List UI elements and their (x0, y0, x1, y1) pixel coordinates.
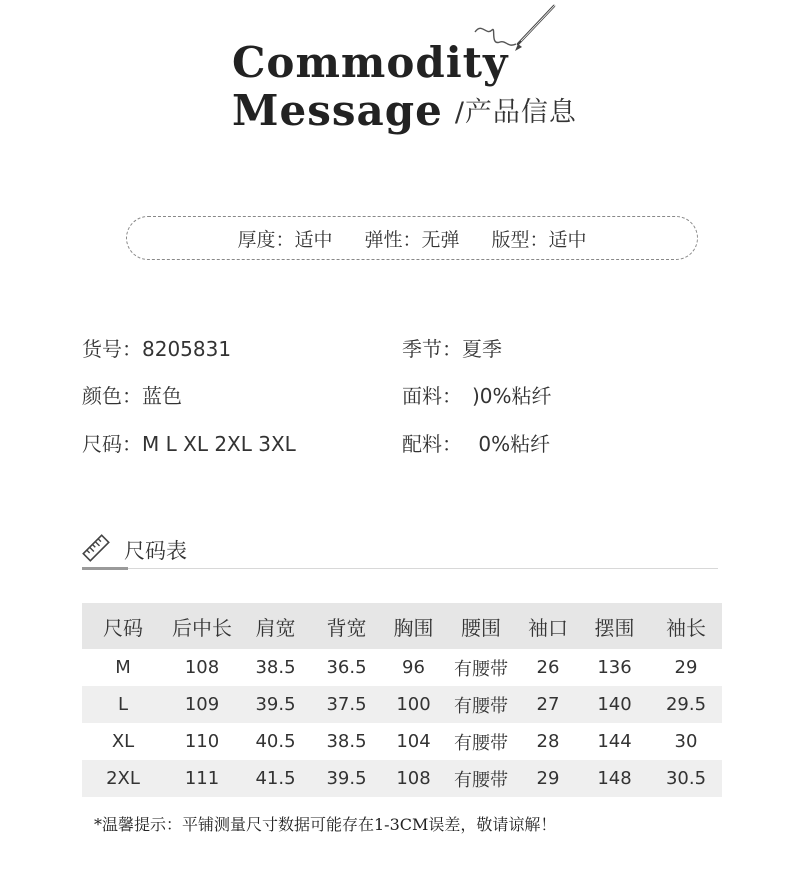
feature-fit (492, 225, 587, 252)
table-cell: 2XL (82, 760, 164, 797)
table-cell: 29.5 (650, 686, 722, 723)
header-cell: 摆围 (579, 603, 650, 649)
size-chart-title: 尺码表 (124, 539, 187, 563)
table-cell: 140 (579, 686, 650, 723)
feature-elasticity (364, 225, 459, 252)
feature-thickness (237, 225, 332, 252)
info-value: 夏季 (462, 337, 502, 361)
table-cell: 28 (536, 731, 560, 752)
title-chinese: /产品信息 (454, 97, 577, 128)
feature-value: 适中 (294, 228, 333, 251)
feature-pill (126, 216, 698, 260)
size-table-header (82, 603, 722, 649)
info-label: 货号： (82, 337, 142, 361)
table-cell: 有腰带 (454, 732, 508, 754)
table-row (82, 723, 722, 760)
table-cell: 136 (597, 657, 632, 678)
feature-label: 弹性： (364, 228, 422, 251)
table-cell: 29 (517, 760, 579, 797)
table-cell: 有腰带 (445, 760, 517, 797)
feature-value: 无弹 (421, 228, 460, 251)
info-item-lining (402, 428, 550, 457)
table-cell: 110 (184, 731, 220, 752)
size-table (82, 603, 722, 797)
table-cell: 37.5 (311, 686, 382, 723)
info-item-number (82, 333, 231, 362)
table-cell: 96 (402, 657, 425, 678)
measurement-note: *温馨提示：平铺测量尺寸数据可能存在1-3CM误差，敬请谅解！ (94, 815, 557, 834)
table-row (82, 760, 722, 797)
table-cell: 108 (184, 657, 220, 678)
pen-signature-icon (472, 2, 562, 72)
table-cell: 36.5 (326, 657, 367, 678)
info-label: 尺码： (82, 432, 142, 456)
table-cell: 27 (517, 686, 579, 723)
table-cell: M (115, 657, 131, 678)
header-cell: 尺码 (82, 603, 164, 649)
info-label: 颜色： (82, 384, 142, 408)
table-cell: 100 (382, 686, 445, 723)
info-label: 季节： (402, 337, 462, 361)
table-cell: 40.5 (255, 731, 296, 752)
table-cell: 有腰带 (445, 686, 517, 723)
header-cell: 胸围 (382, 603, 445, 649)
title-commodity: Commodity (232, 38, 509, 87)
table-cell: 有腰带 (454, 658, 508, 680)
feature-value: 适中 (548, 228, 587, 251)
table-row (82, 649, 722, 686)
header-cell: 肩宽 (240, 603, 311, 649)
info-item-season (402, 333, 502, 362)
info-value: 蓝色 (142, 384, 182, 408)
table-cell: 26 (536, 657, 560, 678)
info-value: M L XL 2XL 3XL (142, 432, 296, 456)
header-cell: 袖口 (517, 603, 579, 649)
table-cell: 41.5 (240, 760, 311, 797)
header-cell: 腰围 (445, 603, 517, 649)
heading-accent-bar (82, 567, 128, 570)
table-row (82, 686, 722, 723)
info-item-fabric (402, 380, 552, 409)
header-cell: 背宽 (311, 603, 382, 649)
header-cell: 后中长 (164, 603, 240, 649)
table-cell: 39.5 (240, 686, 311, 723)
table-cell: 109 (164, 686, 240, 723)
feature-label: 厚度： (237, 228, 295, 251)
title-message (232, 88, 577, 136)
info-value: 0%粘纤 (452, 432, 551, 456)
table-cell: 29 (674, 657, 698, 678)
table-cell: 38.5 (326, 731, 367, 752)
table-cell: 144 (597, 731, 632, 752)
table-cell: 38.5 (255, 657, 296, 678)
table-cell: 39.5 (311, 760, 382, 797)
table-cell: 148 (579, 760, 650, 797)
header-cell: 袖长 (650, 603, 722, 649)
ruler-icon (82, 534, 110, 562)
title-message-text: Message (232, 86, 443, 135)
info-value: 8205831 (142, 337, 232, 361)
table-cell: 104 (396, 731, 431, 752)
info-label: 面料： (402, 384, 452, 408)
info-item-sizes (82, 428, 296, 457)
table-cell: 30.5 (650, 760, 722, 797)
table-cell: 30 (674, 731, 698, 752)
table-cell: L (82, 686, 164, 723)
table-cell: XL (111, 731, 135, 752)
feature-label: 版型： (491, 228, 549, 251)
size-chart-heading (82, 532, 718, 569)
info-label: 配料： (402, 432, 452, 456)
table-cell: 108 (382, 760, 445, 797)
info-item-color (82, 380, 182, 409)
table-cell: 111 (164, 760, 240, 797)
info-value: )0%粘纤 (452, 384, 552, 408)
